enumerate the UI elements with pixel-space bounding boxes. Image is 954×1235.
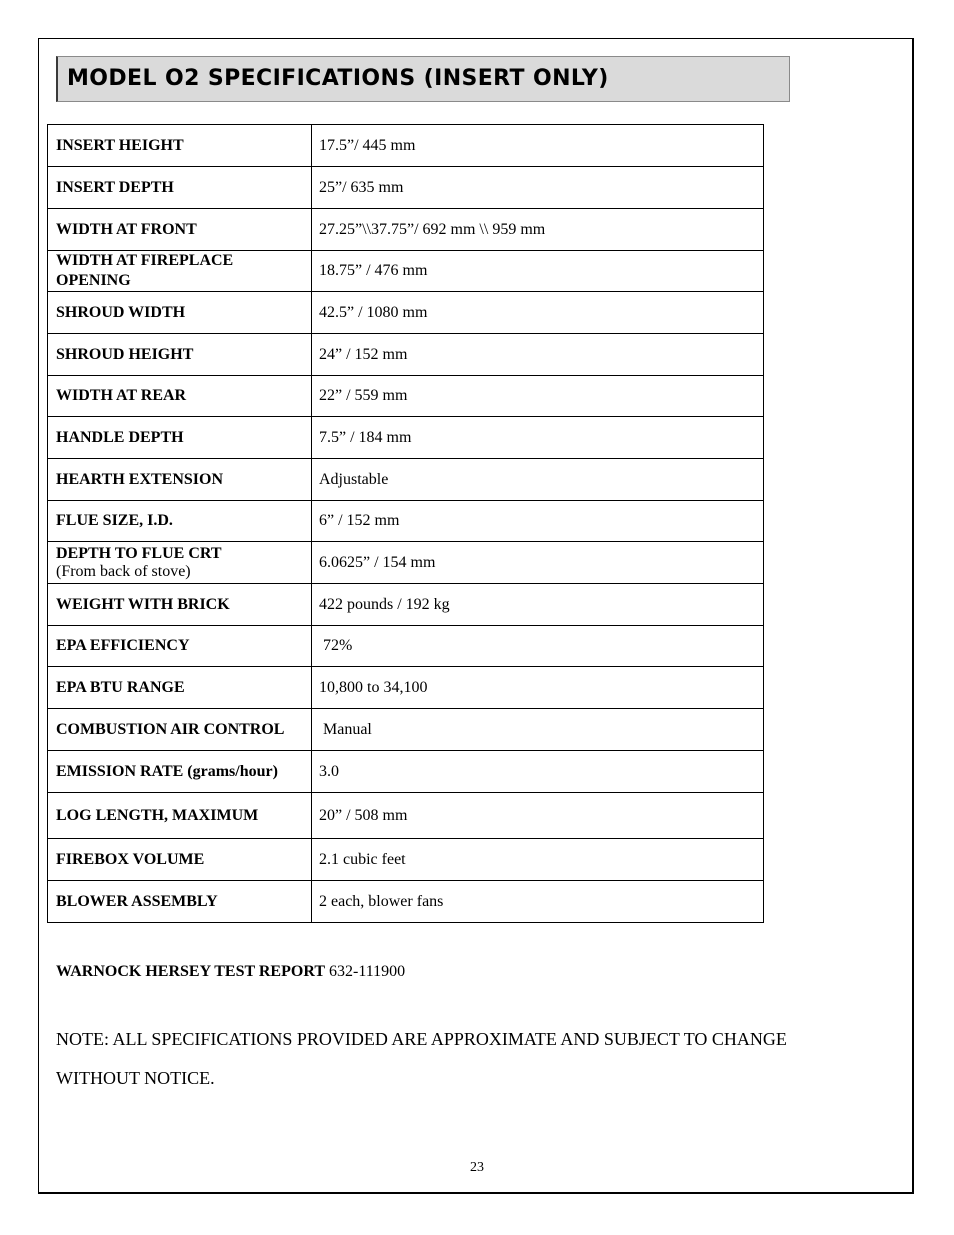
- spec-value: 2 each, blower fans: [312, 881, 764, 923]
- spec-row: [48, 881, 764, 923]
- spec-label: WIDTH AT FRONT: [56, 220, 197, 238]
- spec-label-cell: [48, 292, 312, 334]
- page-number: 23: [470, 1160, 484, 1175]
- spec-value: 22” / 559 mm: [312, 376, 764, 417]
- spec-label: DEPTH TO FLUE CRT: [56, 544, 222, 562]
- spec-label-cell: [48, 751, 312, 793]
- spec-value: 20” / 508 mm: [312, 793, 764, 839]
- spec-label: SHROUD WIDTH: [56, 303, 186, 321]
- spec-value: 25”/ 635 mm: [312, 167, 764, 209]
- spec-label: COMBUSTION AIR CONTROL: [56, 720, 285, 738]
- spec-value: 6” / 152 mm: [312, 501, 764, 542]
- spec-label-cell: [48, 417, 312, 459]
- spec-value: 24” / 152 mm: [312, 334, 764, 376]
- specifications-table-body: [48, 125, 764, 923]
- spec-label-cell: [48, 839, 312, 881]
- spec-row: [48, 209, 764, 251]
- spec-value: 42.5” / 1080 mm: [312, 292, 764, 334]
- spec-label-cell: [48, 334, 312, 376]
- spec-row: [48, 251, 764, 292]
- spec-value: 72%: [312, 626, 764, 667]
- spec-row: [48, 292, 764, 334]
- specifications-table: [47, 124, 764, 923]
- spec-label: FIREBOX VOLUME: [56, 850, 205, 868]
- spec-label: WEIGHT WITH BRICK: [56, 595, 230, 613]
- spec-row: [48, 839, 764, 881]
- spec-label: BLOWER ASSEMBLY: [56, 892, 218, 910]
- spec-row: [48, 417, 764, 459]
- spec-label: SHROUD HEIGHT: [56, 345, 194, 363]
- spec-label-cell: [48, 881, 312, 923]
- spec-label: EPA BTU RANGE: [56, 678, 185, 696]
- spec-label-cell: [48, 459, 312, 501]
- spec-label-cell: [48, 793, 312, 839]
- disclaimer-note: NOTE: ALL SPECIFICATIONS PROVIDED ARE APPROXIMATE AND SUBJECT TO CHANGE WITHOUT NOTICE.: [56, 1029, 787, 1088]
- spec-label: HANDLE DEPTH: [56, 428, 184, 446]
- spec-value: 17.5”/ 445 mm: [312, 125, 764, 167]
- spec-row: [48, 584, 764, 626]
- spec-label: HEARTH EXTENSION: [56, 470, 224, 488]
- spec-label-cell: [48, 251, 312, 292]
- spec-row: [48, 709, 764, 751]
- spec-value: 6.0625” / 154 mm: [312, 542, 764, 584]
- spec-label: EPA EFFICIENCY: [56, 637, 190, 654]
- spec-row: [48, 376, 764, 417]
- spec-value: 18.75” / 476 mm: [312, 251, 764, 292]
- spec-value: 7.5” / 184 mm: [312, 417, 764, 459]
- title-banner: [56, 56, 790, 102]
- spec-row: [48, 542, 764, 584]
- spec-label: WIDTH AT REAR: [56, 387, 187, 404]
- spec-row: [48, 751, 764, 793]
- spec-label-cell: [48, 501, 312, 542]
- spec-label-cell: [48, 626, 312, 667]
- spec-label-cell: [48, 167, 312, 209]
- spec-label-cell: [48, 542, 312, 584]
- spec-row: [48, 459, 764, 501]
- spec-label-cell: [48, 125, 312, 167]
- spec-label: EMISSION RATE (grams/hour): [56, 762, 278, 780]
- spec-label: INSERT HEIGHT: [56, 136, 184, 154]
- spec-label-cell: [48, 376, 312, 417]
- spec-row: [48, 334, 764, 376]
- spec-label: INSERT DEPTH: [56, 178, 174, 196]
- spec-row: [48, 501, 764, 542]
- page-title: MODEL O2 SPECIFICATIONS (INSERT ONLY): [67, 66, 609, 91]
- spec-label-note: (From back of stove): [56, 562, 191, 580]
- spec-label-cell: [48, 667, 312, 709]
- spec-label: FLUE SIZE, I.D.: [56, 512, 173, 529]
- spec-value: 3.0: [312, 751, 764, 793]
- spec-value: 27.25”\\37.75”/ 692 mm \\ 959 mm: [312, 209, 764, 251]
- spec-row: [48, 793, 764, 839]
- spec-row: [48, 125, 764, 167]
- spec-value: 422 pounds / 192 kg: [312, 584, 764, 626]
- spec-value: 10,800 to 34,100: [312, 667, 764, 709]
- test-report-number: 632-111900: [328, 963, 406, 980]
- spec-label-cell: [48, 709, 312, 751]
- test-report-line: [56, 963, 405, 981]
- spec-row: [48, 167, 764, 209]
- spec-label-cell: [48, 209, 312, 251]
- spec-row: [48, 626, 764, 667]
- test-report-label: WARNOCK HERSEY TEST REPORT: [56, 963, 325, 980]
- spec-value: Adjustable: [312, 459, 764, 501]
- spec-row: [48, 667, 764, 709]
- spec-label: WIDTH AT FIREPLACE OPENING: [56, 252, 234, 289]
- spec-value: 2.1 cubic feet: [312, 839, 764, 881]
- spec-value: Manual: [312, 709, 764, 751]
- spec-label: LOG LENGTH, MAXIMUM: [56, 806, 259, 824]
- spec-label-cell: [48, 584, 312, 626]
